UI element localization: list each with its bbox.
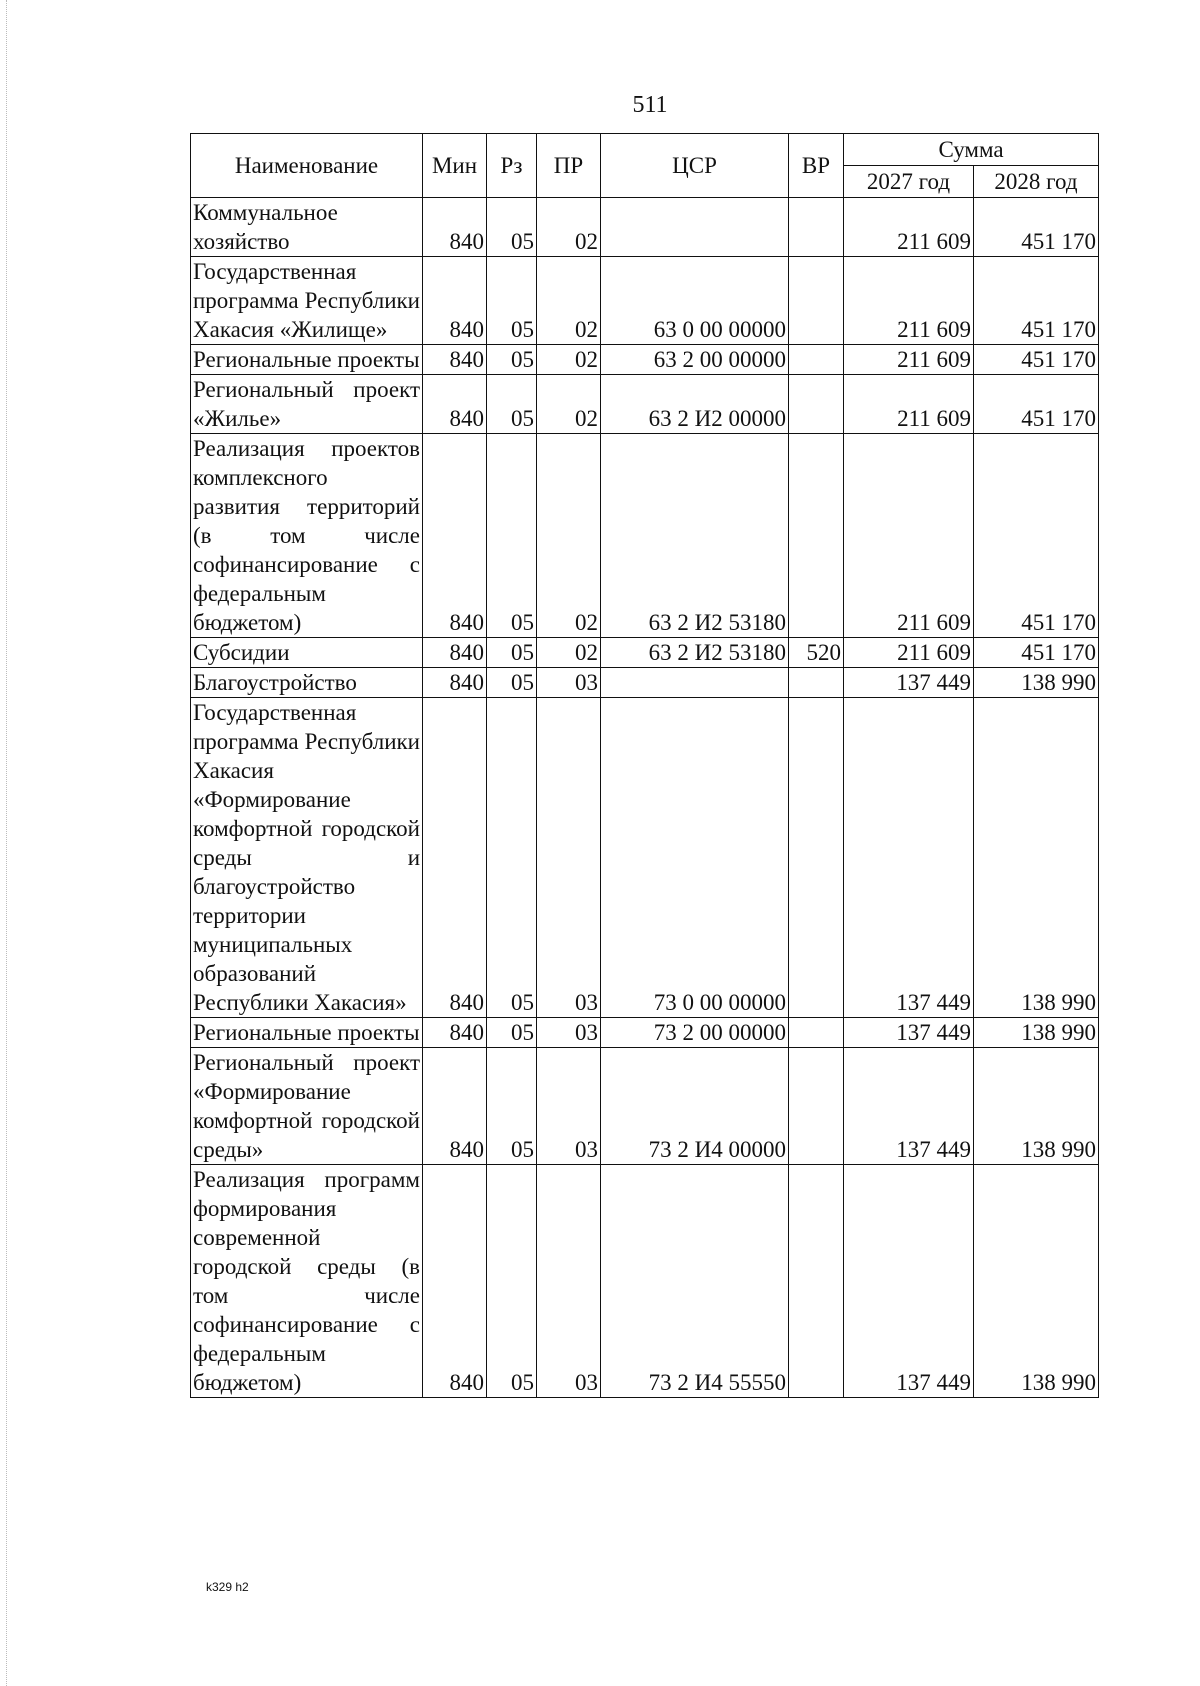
row-sum-2028: 451 170	[974, 345, 1099, 375]
row-sum-2028: 451 170	[974, 257, 1099, 345]
table-row	[191, 375, 1099, 434]
row-min: 840	[423, 668, 487, 698]
row-pr: 02	[537, 638, 601, 668]
row-csr	[601, 198, 789, 257]
row-vr	[789, 1048, 844, 1165]
row-name: Субсидии	[191, 638, 423, 668]
row-min: 840	[423, 1018, 487, 1048]
row-min: 840	[423, 257, 487, 345]
row-pr: 02	[537, 257, 601, 345]
row-pr: 02	[537, 375, 601, 434]
row-pr: 03	[537, 668, 601, 698]
row-pr: 02	[537, 345, 601, 375]
row-name: Реализация проектов комплексного развития территорий (в том числе софинансирование с федеральным бюджетом)	[191, 434, 423, 638]
table-row	[191, 1018, 1099, 1048]
row-sum-2027: 211 609	[844, 434, 974, 638]
row-name: Региональные проекты	[191, 1018, 423, 1048]
row-sum-2028: 451 170	[974, 375, 1099, 434]
row-rz: 05	[487, 638, 537, 668]
header-vr: ВР	[789, 134, 844, 198]
row-rz: 05	[487, 198, 537, 257]
row-vr	[789, 345, 844, 375]
row-csr	[601, 668, 789, 698]
budget-table	[190, 133, 1099, 1398]
row-vr	[789, 375, 844, 434]
row-min: 840	[423, 638, 487, 668]
row-sum-2028: 138 990	[974, 698, 1099, 1018]
row-name: Государственная программа Республики Хакасия «Формирование комфортной городской среды и благоустройство территории муниципальных образований Республики Хакасия»	[191, 698, 423, 1018]
row-csr: 63 2 И2 53180	[601, 638, 789, 668]
row-rz: 05	[487, 345, 537, 375]
row-name: Благоустройство	[191, 668, 423, 698]
table-row	[191, 345, 1099, 375]
row-min: 840	[423, 375, 487, 434]
page-number: 511	[632, 92, 668, 118]
header-year-2028: 2028 год	[974, 166, 1099, 198]
row-min: 840	[423, 198, 487, 257]
row-name: Региональный проект «Жилье»	[191, 375, 423, 434]
row-sum-2027: 211 609	[844, 257, 974, 345]
row-sum-2028: 138 990	[974, 1018, 1099, 1048]
row-pr: 03	[537, 1165, 601, 1398]
row-csr: 73 2 И4 55550	[601, 1165, 789, 1398]
table-row	[191, 198, 1099, 257]
row-sum-2027: 137 449	[844, 1018, 974, 1048]
header-pr: ПР	[537, 134, 601, 198]
row-min: 840	[423, 1165, 487, 1398]
row-name: Региональный проект «Формирование комфортной городской среды»	[191, 1048, 423, 1165]
row-pr: 02	[537, 198, 601, 257]
table-row	[191, 638, 1099, 668]
row-min: 840	[423, 1048, 487, 1165]
row-pr: 02	[537, 434, 601, 638]
row-csr: 63 2 00 00000	[601, 345, 789, 375]
row-rz: 05	[487, 1048, 537, 1165]
row-rz: 05	[487, 434, 537, 638]
row-rz: 05	[487, 1165, 537, 1398]
row-rz: 05	[487, 698, 537, 1018]
row-sum-2028: 138 990	[974, 1165, 1099, 1398]
row-sum-2028: 451 170	[974, 638, 1099, 668]
table-row	[191, 434, 1099, 638]
row-min: 840	[423, 434, 487, 638]
row-vr	[789, 1018, 844, 1048]
row-sum-2027: 211 609	[844, 638, 974, 668]
row-rz: 05	[487, 1018, 537, 1048]
row-csr: 73 0 00 00000	[601, 698, 789, 1018]
row-pr: 03	[537, 1048, 601, 1165]
row-vr	[789, 257, 844, 345]
row-sum-2027: 137 449	[844, 1165, 974, 1398]
header-rz: Рз	[487, 134, 537, 198]
row-vr	[789, 668, 844, 698]
scan-edge	[6, 0, 8, 1686]
row-sum-2027: 137 449	[844, 698, 974, 1018]
row-vr	[789, 198, 844, 257]
row-csr: 63 2 И2 00000	[601, 375, 789, 434]
row-name: Региональные проекты	[191, 345, 423, 375]
row-vr	[789, 1165, 844, 1398]
table-row	[191, 1165, 1099, 1398]
header-csr: ЦСР	[601, 134, 789, 198]
row-sum-2027: 137 449	[844, 1048, 974, 1165]
header-year-2027: 2027 год	[844, 166, 974, 198]
footer-code: k329 h2	[206, 1580, 249, 1594]
row-pr: 03	[537, 1018, 601, 1048]
row-csr: 63 2 И2 53180	[601, 434, 789, 638]
row-sum-2027: 211 609	[844, 375, 974, 434]
row-rz: 05	[487, 668, 537, 698]
row-min: 840	[423, 345, 487, 375]
row-pr: 03	[537, 698, 601, 1018]
table-row	[191, 698, 1099, 1018]
row-rz: 05	[487, 257, 537, 345]
row-name: Коммунальное хозяйство	[191, 198, 423, 257]
row-sum-2027: 137 449	[844, 668, 974, 698]
row-name: Государственная программа Республики Хакасия «Жилище»	[191, 257, 423, 345]
row-sum-2028: 451 170	[974, 198, 1099, 257]
row-sum-2028: 451 170	[974, 434, 1099, 638]
row-vr	[789, 698, 844, 1018]
row-vr	[789, 434, 844, 638]
header-sum: Сумма	[844, 134, 1099, 166]
header-min: Мин	[423, 134, 487, 198]
row-sum-2027: 211 609	[844, 198, 974, 257]
table-body	[191, 198, 1099, 1398]
row-csr: 73 2 И4 00000	[601, 1048, 789, 1165]
row-sum-2028: 138 990	[974, 1048, 1099, 1165]
row-vr: 520	[789, 638, 844, 668]
row-csr: 63 0 00 00000	[601, 257, 789, 345]
table-row	[191, 1048, 1099, 1165]
table-row	[191, 668, 1099, 698]
row-csr: 73 2 00 00000	[601, 1018, 789, 1048]
row-min: 840	[423, 698, 487, 1018]
row-sum-2027: 211 609	[844, 345, 974, 375]
row-name: Реализация программ формирования современной городской среды (в том числе софинансирование с федеральным бюджетом)	[191, 1165, 423, 1398]
row-sum-2028: 138 990	[974, 668, 1099, 698]
header-name: Наименование	[191, 134, 423, 198]
table-row	[191, 257, 1099, 345]
row-rz: 05	[487, 375, 537, 434]
